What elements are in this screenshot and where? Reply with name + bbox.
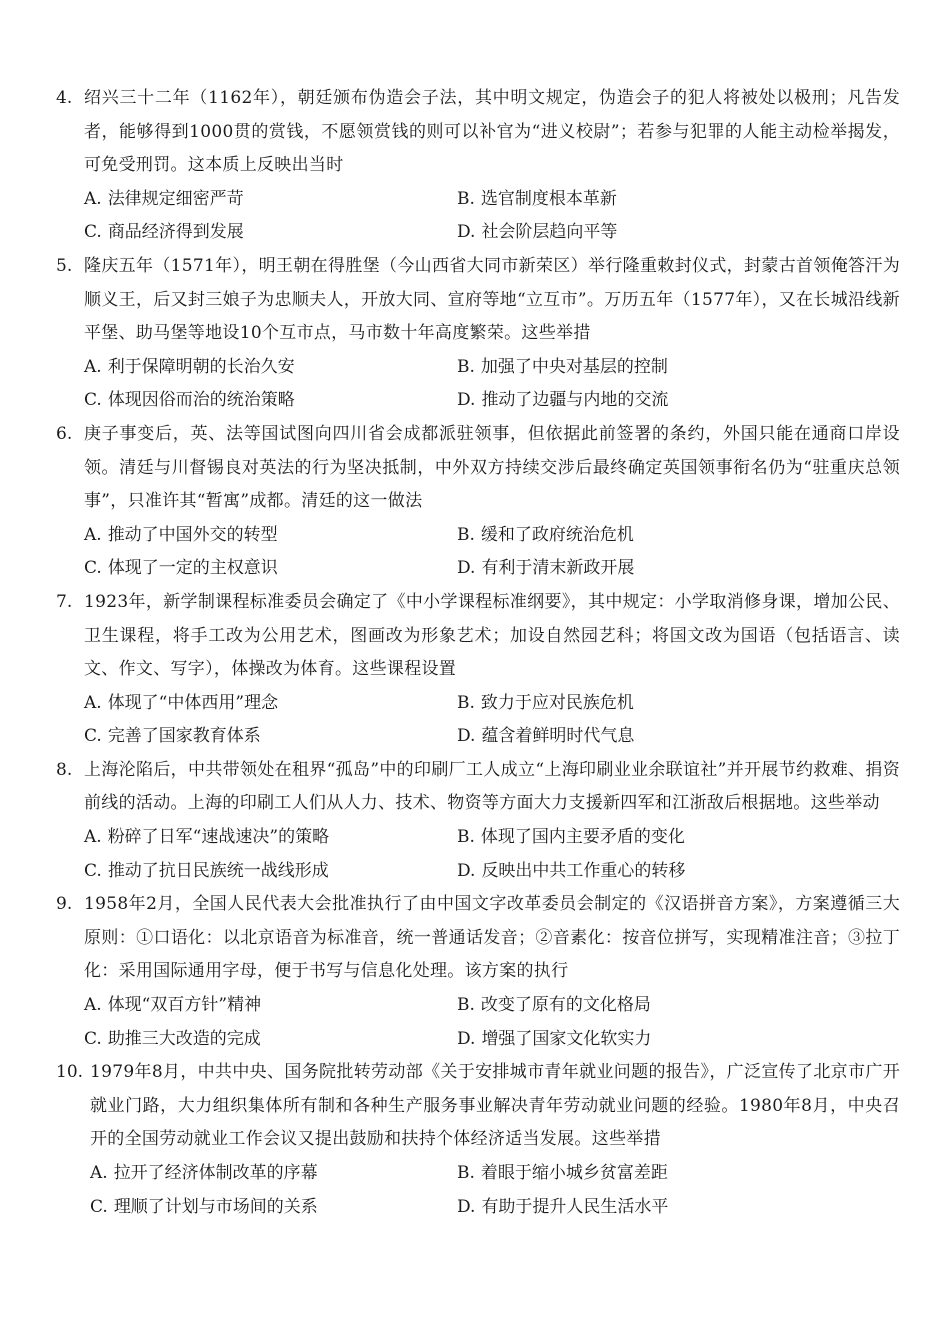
option-label: B. [457, 356, 475, 377]
option-text: 反映出中共工作重心的转移 [481, 860, 686, 881]
option-label: D. [457, 1196, 476, 1217]
question-6 [0, 418, 900, 586]
option-label: C. [90, 1196, 108, 1217]
option-text: 法律规定细密严苛 [107, 188, 244, 209]
option-label: B. [457, 827, 475, 848]
question-stem: 隆庆五年（1571年），明王朝在得胜堡（今山西省大同市新荣区）举行隆重敕封仪式，封蒙古首领俺答汗为顺义王，后又封三娘子为忠顺夫人，开放大同、宣府等地“立互市”。万历五年（1577年），又在长城沿线新平堡、助马堡等地设10个互市点，马市数十年高度繁荣。这些举措 [84, 255, 900, 344]
option-label: A. [84, 692, 102, 713]
option-label: D. [457, 558, 476, 579]
option-b [457, 351, 900, 385]
option-text: 推动了边疆与内地的交流 [481, 390, 669, 411]
option-text: 助推三大改造的完成 [107, 1028, 261, 1049]
option-text: 推动了中国外交的转型 [107, 524, 278, 545]
option-text: 社会阶层趋向平等 [481, 222, 618, 243]
option-label: C. [84, 390, 102, 411]
option-a [84, 821, 457, 855]
question-5 [0, 250, 900, 418]
option-b [457, 1157, 900, 1191]
option-text: 完善了国家教育体系 [107, 726, 261, 747]
question-10 [0, 1056, 900, 1224]
option-b [457, 687, 900, 721]
option-label: A. [84, 827, 102, 848]
option-label: C. [84, 1028, 102, 1049]
option-text: 缓和了政府统治危机 [480, 524, 634, 545]
question-4 [0, 82, 900, 250]
option-label: D. [457, 222, 476, 243]
option-d [457, 1191, 900, 1225]
option-a [84, 989, 457, 1023]
question-number: 5. [56, 255, 73, 276]
option-label: B. [457, 524, 475, 545]
option-label: A. [84, 188, 102, 209]
option-a [84, 351, 457, 385]
option-label: A. [84, 524, 102, 545]
question-8 [0, 754, 900, 888]
option-list [84, 989, 900, 1056]
option-c [90, 1191, 457, 1225]
option-d [457, 855, 900, 889]
option-label: D. [457, 1028, 476, 1049]
option-text: 拉开了经济体制改革的序幕 [113, 1163, 318, 1183]
question-number: 8. [56, 759, 73, 780]
option-a [84, 183, 457, 217]
option-text: 改变了原有的文化格局 [480, 995, 651, 1016]
option-label: B. [457, 995, 475, 1016]
option-label: D. [457, 726, 476, 747]
option-b [457, 989, 900, 1023]
option-a [90, 1157, 457, 1191]
option-c [84, 1023, 457, 1057]
option-d [457, 1023, 900, 1057]
option-b [457, 519, 900, 553]
option-c [84, 384, 457, 418]
option-label: C. [84, 222, 102, 243]
option-label: C. [84, 860, 102, 881]
question-number: 7. [56, 591, 73, 612]
question-stem: 1958年2月，全国人民代表大会批准执行了由中国文字改革委员会制定的《汉语拼音方案》，方案遵循三大原则：①口语化：以北京语音为标准音，统一普通话发音；②音素化：按音位拼写，实现精准注音；③拉丁化：采用国际通用字母，便于书写与信息化处理。该方案的执行 [84, 894, 900, 982]
option-text: 利于保障明朝的长治久安 [107, 356, 295, 377]
option-c [84, 552, 457, 586]
question-number: 9. [56, 894, 73, 915]
option-d [457, 216, 900, 250]
option-c [84, 720, 457, 754]
option-label: C. [84, 726, 102, 747]
option-text: 体现因俗而治的统治策略 [107, 390, 295, 411]
option-text: 商品经济得到发展 [107, 222, 244, 243]
option-b [457, 821, 900, 855]
option-text: 推动了抗日民族统一战线形成 [107, 860, 329, 881]
option-list [84, 183, 900, 250]
option-c [84, 216, 457, 250]
option-c [84, 855, 457, 889]
option-text: 增强了国家文化软实力 [481, 1028, 652, 1049]
option-d [457, 720, 900, 754]
option-text: 粉碎了日军“速战速决”的策略 [107, 827, 330, 848]
option-label: D. [457, 390, 476, 411]
option-list [84, 821, 900, 888]
option-text: 体现了一定的主权意识 [107, 558, 278, 579]
option-list [90, 1157, 900, 1224]
option-list [84, 687, 900, 754]
option-text: 着眼于缩小城乡贫富差距 [480, 1163, 668, 1183]
question-stem: 上海沦陷后，中共带领处在租界“孤岛”中的印刷厂工人成立“上海印刷业业余联谊社”并开展节约救难、捐资前线的活动。上海的印刷工人们从人力、技术、物资等方面大力支援新四军和江浙敌后根据地。这些举动 [84, 759, 900, 814]
option-list [84, 351, 900, 418]
option-text: 有助于提升人民生活水平 [481, 1196, 669, 1217]
option-a [84, 519, 457, 553]
option-label: A. [84, 356, 102, 377]
option-label: C. [84, 558, 102, 579]
option-text: 理顺了计划与市场间的关系 [113, 1196, 318, 1217]
option-d [457, 552, 900, 586]
question-7 [0, 586, 900, 754]
option-label: B. [457, 692, 475, 713]
question-number: 4. [56, 88, 73, 108]
option-text: 致力于应对民族危机 [480, 692, 634, 713]
question-stem: 1923年，新学制课程标准委员会确定了《中小学课程标准纲要》，其中规定：小学取消修身课，增加公民、卫生课程，将手工改为公用艺术，图画改为形象艺术；加设自然园艺科；将国文改为国语（包括语言、读文、作文、写字），体操改为体育。这些课程设置 [84, 591, 900, 680]
option-list [84, 519, 900, 586]
question-number: 10. [56, 1062, 84, 1083]
option-b [457, 183, 900, 217]
question-number: 6. [56, 423, 73, 444]
option-text: 加强了中央对基层的控制 [480, 356, 668, 377]
option-label: A. [84, 995, 102, 1016]
option-a [84, 687, 457, 721]
question-stem: 1979年8月，中共中央、国务院批转劳动部《关于安排城市青年就业问题的报告》，广泛宣传了北京市广开就业门路，大力组织集体所有制和各种生产服务事业解决青年劳动就业问题的经验。1980年8月，中央召开的全国劳动就业工作会议又提出鼓励和扶持个体经济适当发展。这些举措 [90, 1062, 900, 1150]
question-stem: 绍兴三十二年（1162年），朝廷颁布伪造会子法，其中明文规定，伪造会子的犯人将被处以极刑；凡告发者，能够得到1000贯的赏钱，不愿领赏钱的则可以补官为“进义校尉”；若参与犯罪的人能主动检举揭发，可免受刑罚。这本质上反映出当时 [84, 88, 900, 176]
option-text: 有利于清末新政开展 [481, 558, 635, 579]
question-9 [0, 888, 900, 1056]
option-label: D. [457, 860, 476, 881]
option-text: 体现“双百方针”精神 [107, 995, 262, 1016]
question-stem: 庚子事变后，英、法等国试图向四川省会成都派驻领事，但依据此前签署的条约，外国只能在通商口岸设领。清廷与川督锡良对英法的行为坚决抵制，中外双方持续交涉后最终确定英国领事衔名仍为“驻重庆总领事”，只准许其“暂寓”成都。清廷的这一做法 [84, 423, 900, 512]
option-label: B. [457, 1163, 475, 1183]
option-text: 蕴含着鲜明时代气息 [481, 726, 635, 747]
option-label: B. [457, 188, 475, 209]
option-text: 体现了国内主要矛盾的变化 [480, 827, 685, 848]
option-label: A. [90, 1163, 108, 1183]
option-text: 体现了“中体西用”理念 [107, 692, 279, 713]
option-text: 选官制度根本革新 [480, 188, 617, 209]
option-d [457, 384, 900, 418]
